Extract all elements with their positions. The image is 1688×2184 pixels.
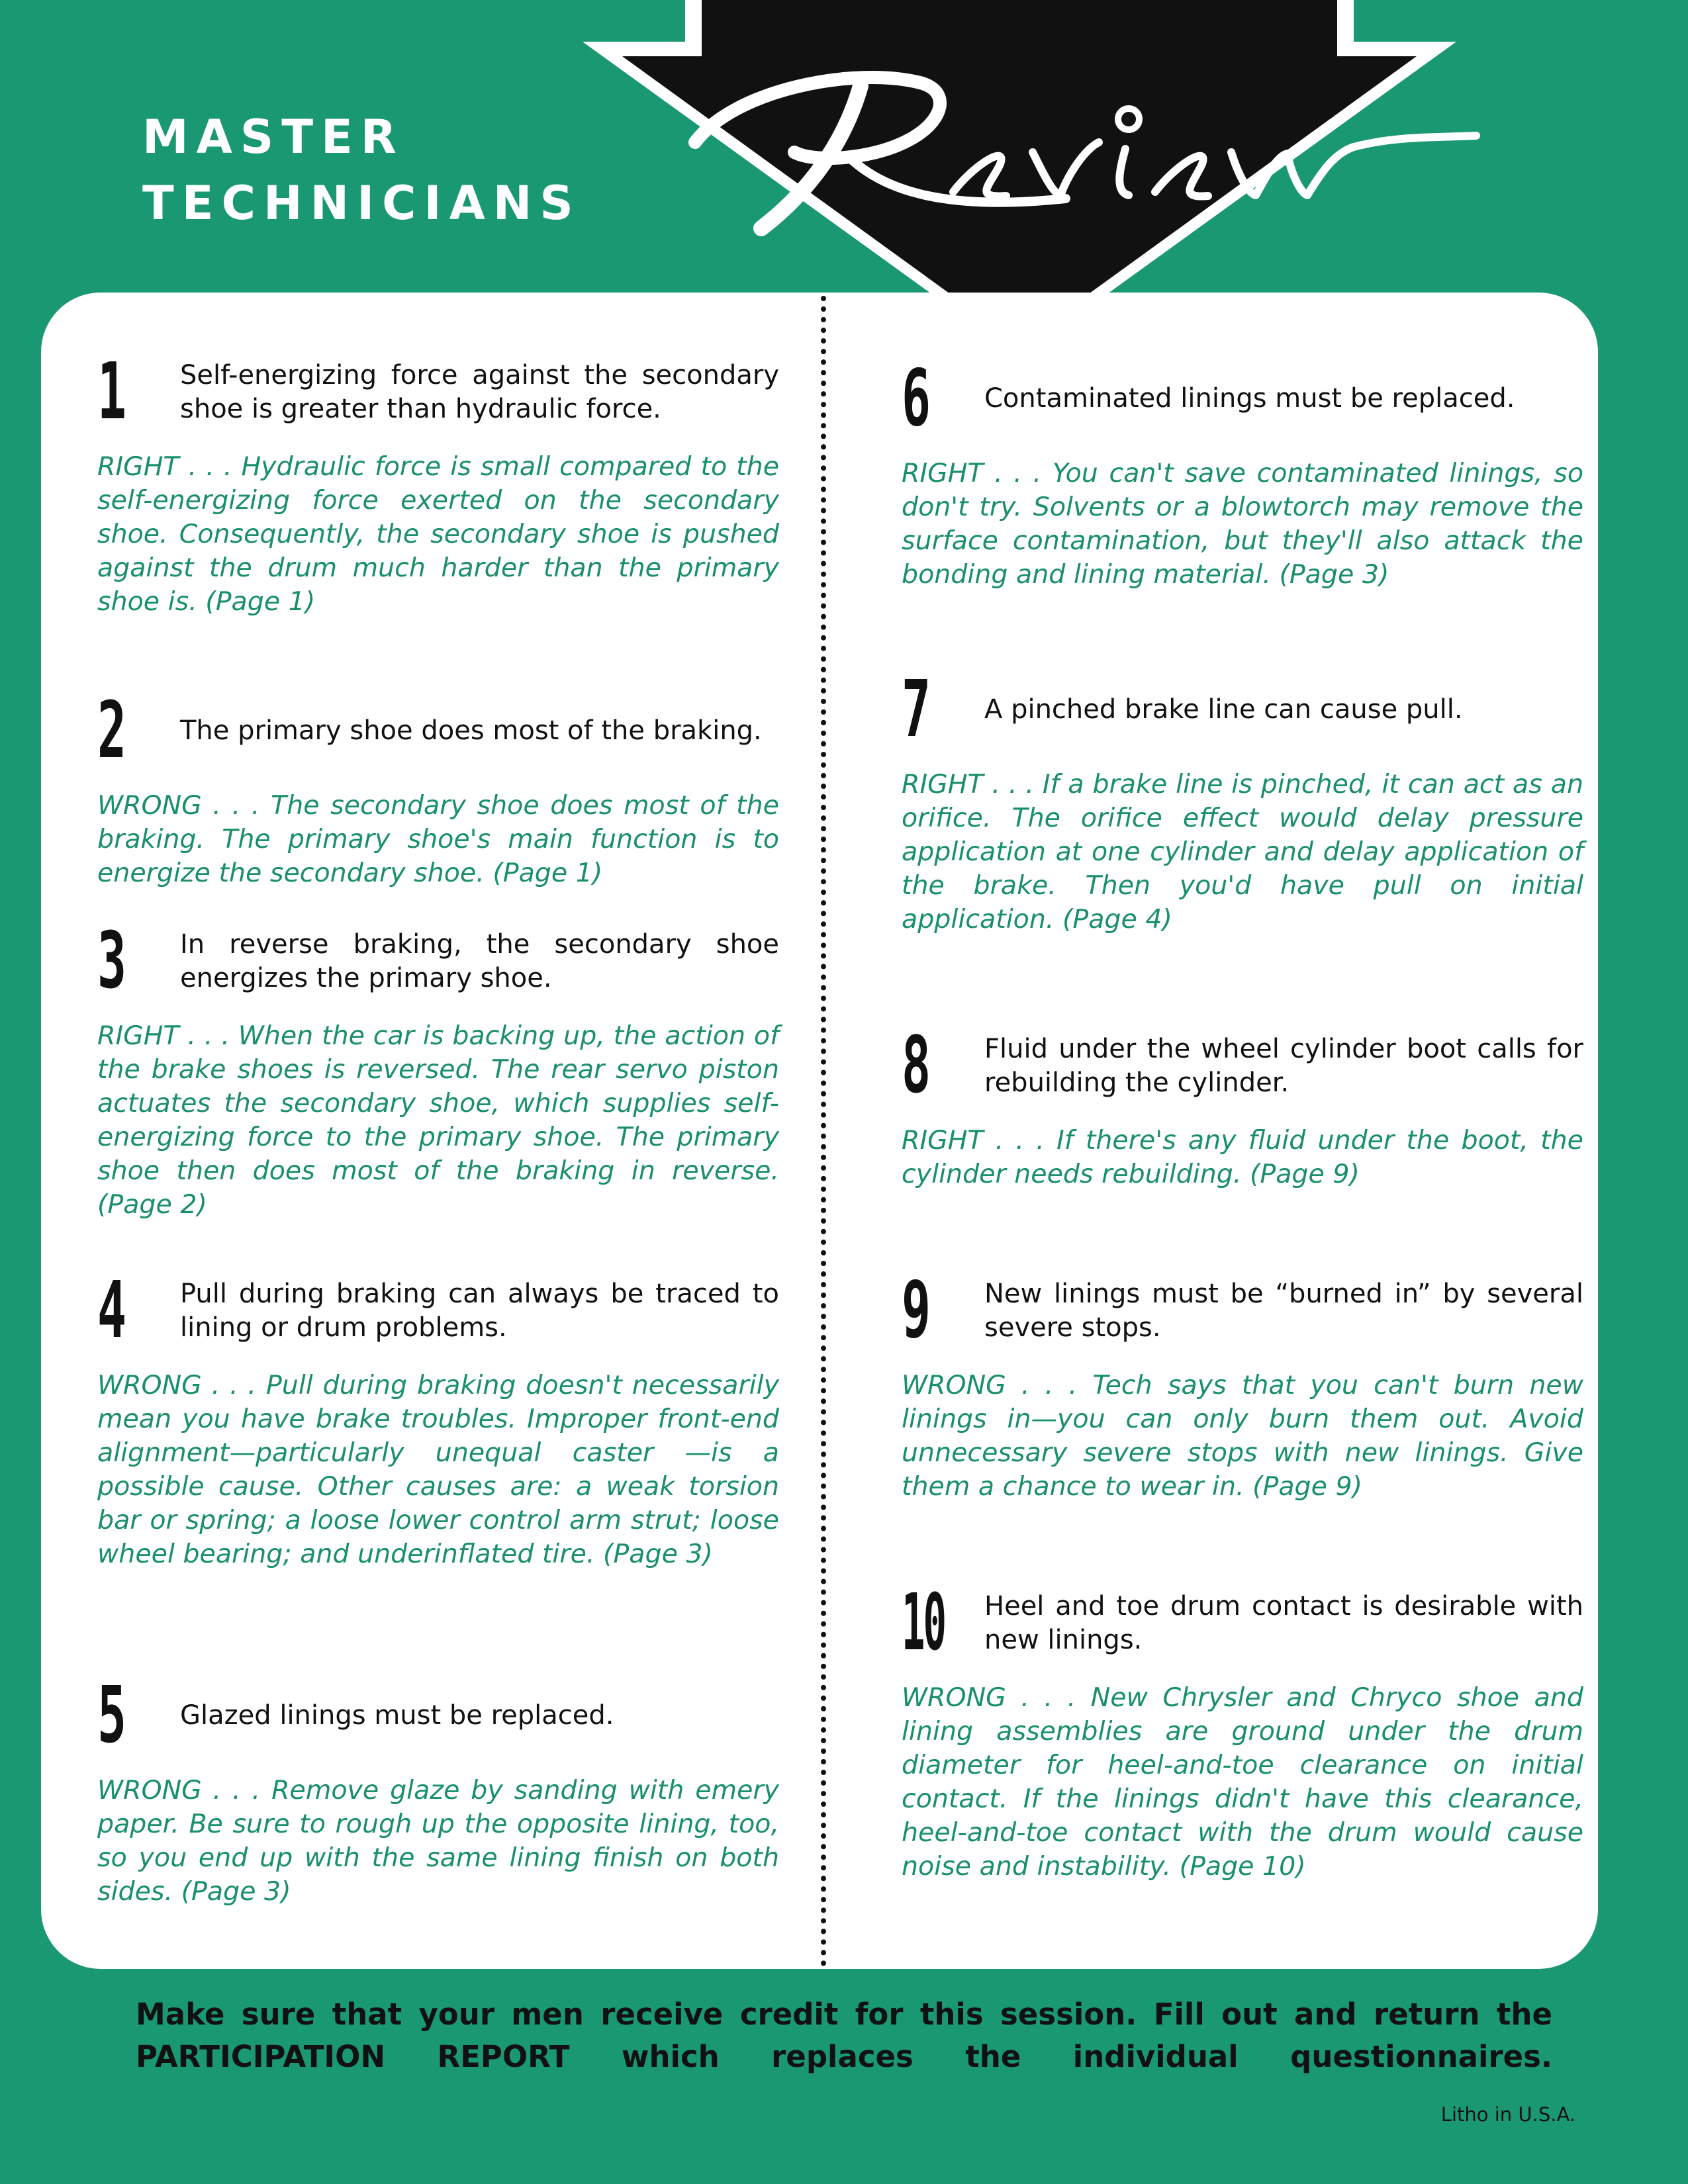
answer-text: RIGHT . . . You can't save contaminated linings, so don't try. Solvents or a blowtorch may remove the surface contamination, but they'll also attack the bonding and lining material. (Page 3)	[902, 458, 1583, 590]
answer-text: WRONG . . . New Chrysler and Chryco shoe and lining assemblies are ground under the drum diameter for heel-and-toe clearance on initial contact. If the linings didn't have this clearance, heel-and-toe contact with the drum would cause noise and instability. (Page 10)	[902, 1682, 1583, 1882]
answer-text: RIGHT . . . Hydraulic force is small compared to the self-energizing force exerted on the secondary shoe. Consequently, the secondary shoe is pushed against the drum much harder than the primary shoe is. (Page 1)	[97, 451, 779, 617]
answer-text: WRONG . . . Pull during braking doesn't necessarily mean you have brake troubles. Improper front-end alignment—particularly unequal caster —is a possible cause. Other causes are: a weak torsion bar or spring; a loose lower control arm strut; loose wheel bearing; and underinflated tire. (Page 3)	[97, 1370, 779, 1569]
question-text: Pull during braking can always be traced to lining or drum problems.	[180, 1279, 779, 1343]
answer-text: RIGHT . . . When the car is backing up, the action of the brake shoes is reversed. The rear servo piston actuates the secondary shoe, which supplies self-energizing force to the primary shoe. The primary shoe then does most of the braking in reverse. (Page 2)	[97, 1021, 779, 1220]
column-divider	[821, 296, 826, 1967]
question-number: 7	[902, 663, 929, 754]
question-row	[97, 345, 779, 437]
answer-text: WRONG . . . The secondary shoe does most of the braking. The primary shoe's main function is to energize the secondary shoe. (Page 1)	[97, 790, 779, 888]
question-text: Fluid under the wheel cylinder boot calls for rebuilding the cylinder.	[984, 1034, 1583, 1098]
question-row	[902, 663, 1583, 754]
review-item	[97, 915, 779, 1222]
question-number: 5	[97, 1669, 124, 1760]
brand-technicians: TECHNICIANS	[142, 176, 581, 230]
question-text: Heel and toe drum contact is desirable with new linings.	[984, 1591, 1583, 1655]
answer-text: RIGHT . . . If a brake line is pinched, it can act as an orifice. The orifice effect would delay pressure application at one cylinder and delay application of the brake. Then you'd have pull on initial application. (Page 4)	[902, 769, 1583, 934]
question-number: 1	[97, 345, 124, 437]
review-item	[902, 1019, 1583, 1191]
question-number: 8	[902, 1019, 929, 1111]
question-number: 6	[902, 352, 929, 443]
review-item	[902, 1576, 1583, 1884]
question-row	[97, 1264, 779, 1355]
question-number: 9	[902, 1264, 929, 1355]
brand-master: MASTER	[142, 110, 404, 164]
question-text: Glazed linings must be replaced.	[180, 1700, 614, 1731]
review-item	[902, 1264, 1583, 1504]
question-number: 4	[97, 1264, 124, 1355]
question-number: 10	[902, 1576, 945, 1668]
question-row	[902, 1019, 1583, 1111]
review-item	[97, 684, 779, 890]
review-item	[97, 1669, 779, 1909]
question-text: In reverse braking, the secondary shoe energizes the primary shoe.	[180, 929, 779, 993]
answer-text: RIGHT . . . If there's any fluid under the boot, the cylinder needs rebuilding. (Page 9)	[902, 1125, 1583, 1189]
question-row	[97, 684, 779, 776]
review-item	[97, 1264, 779, 1571]
question-row	[97, 1669, 779, 1760]
review-item	[902, 663, 1583, 936]
question-number: 3	[97, 915, 124, 1006]
question-row	[902, 1576, 1583, 1668]
answer-text: WRONG . . . Tech says that you can't burn new linings in—you can only burn them out. Avoid unnecessary severe stops with new linings. Give them a chance to wear in. (Page 9)	[902, 1370, 1583, 1502]
question-row	[902, 352, 1583, 443]
question-row	[902, 1264, 1583, 1355]
print-imprint: Litho in U.S.A.	[1440, 2103, 1575, 2126]
question-number: 2	[97, 684, 124, 776]
question-text: The primary shoe does most of the braking.	[180, 715, 762, 746]
question-text: New linings must be “burned in” by several severe stops.	[984, 1279, 1583, 1343]
question-row	[97, 915, 779, 1006]
question-text: Contaminated linings must be replaced.	[984, 383, 1515, 414]
review-card	[41, 293, 1598, 1969]
review-item	[97, 345, 779, 619]
question-text: A pinched brake line can cause pull.	[984, 694, 1463, 725]
review-item	[902, 352, 1583, 592]
participation-notice: Make sure that your men receive credit for this session. Fill out and return the PARTICIPATION REPORT which replaces the individual questionnaires.	[136, 1997, 1552, 2074]
question-text: Self-energizing force against the secondary shoe is greater than hydraulic force.	[180, 360, 779, 424]
answer-text: WRONG . . . Remove glaze by sanding with emery paper. Be sure to rough up the opposite lining, too, so you end up with the same lining finish on both sides. (Page 3)	[97, 1775, 779, 1907]
